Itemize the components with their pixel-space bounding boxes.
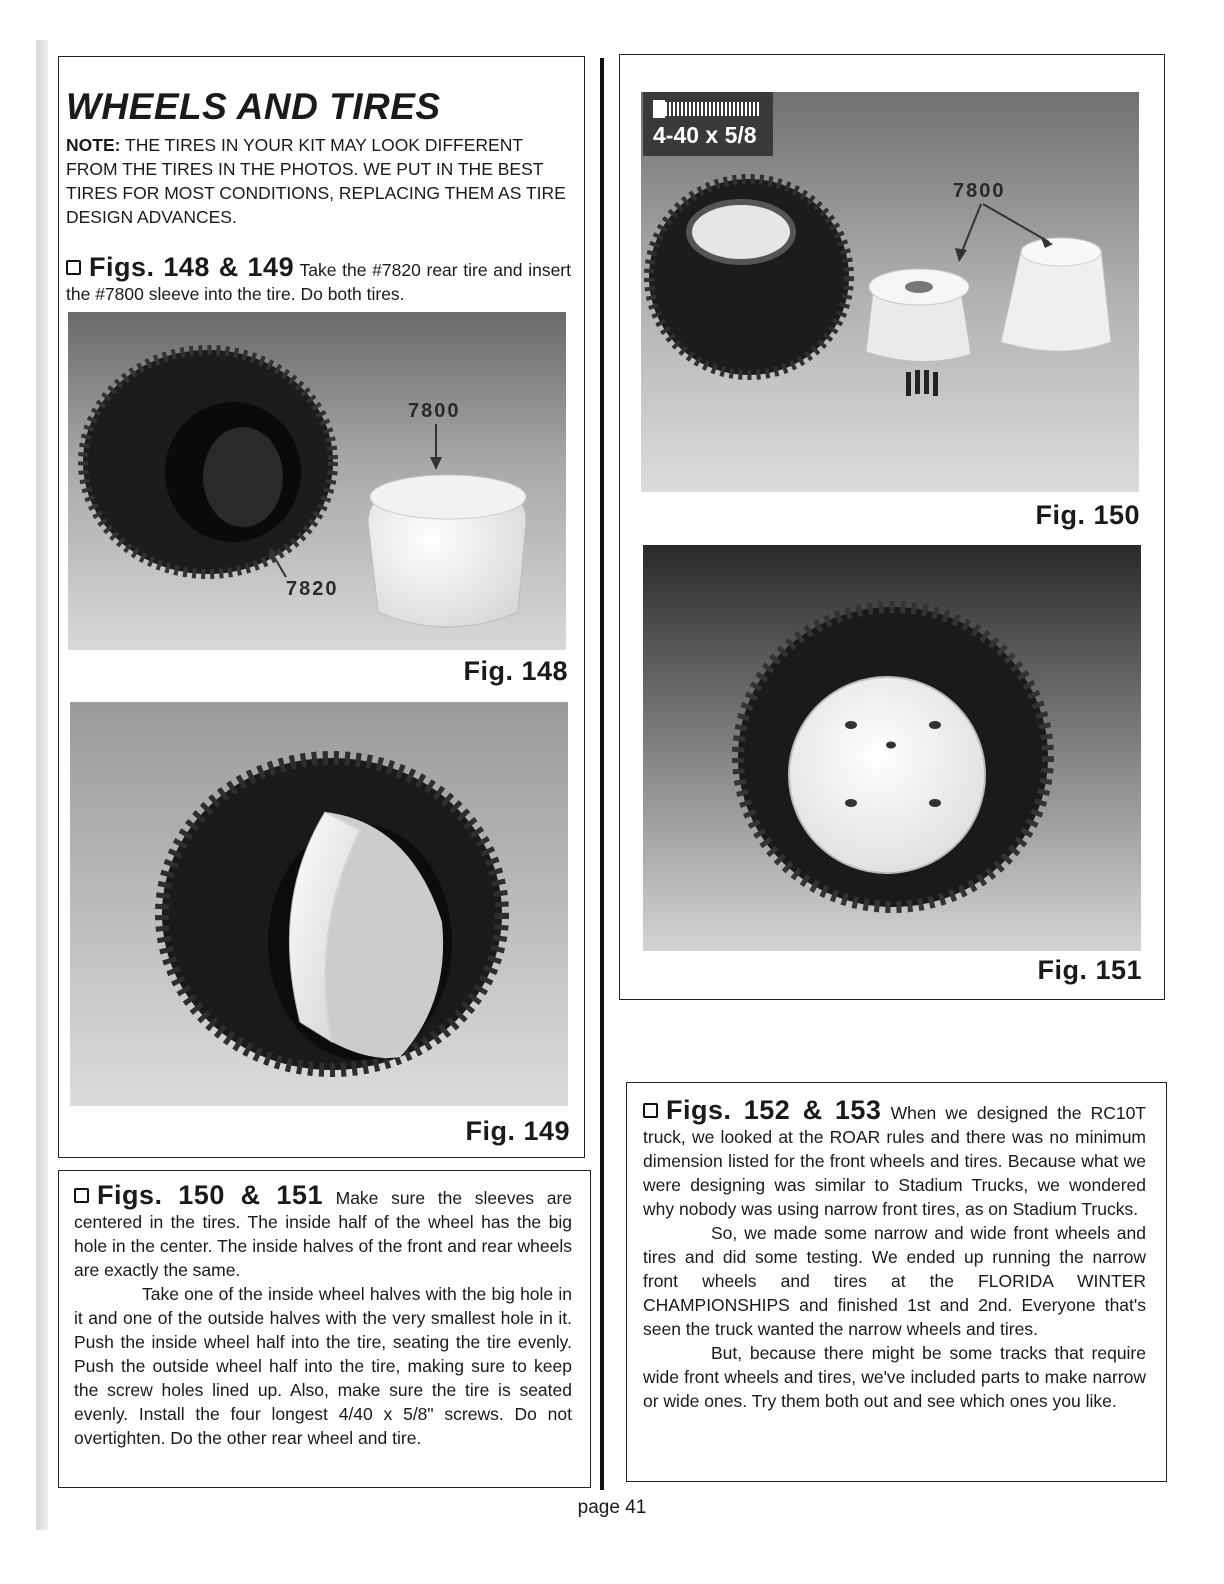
step-150-151 [74, 1180, 572, 1450]
step-148-149-heading: Figs. 148 & 149 [89, 252, 295, 282]
note-body: THE TIRES IN YOUR KIT MAY LOOK DIFFERENT FROM THE TIRES IN THE PHOTOS. WE PUT IN THE BEST TIRES FOR MOST CONDITIONS, REPLACING THEM AS TIRE DESIGN ADVANCES. [66, 135, 566, 227]
screw-size-badge [643, 92, 773, 156]
fig149-caption: Fig. 149 [465, 1116, 570, 1146]
step-152-153 [643, 1095, 1146, 1413]
fig149-photo [70, 702, 568, 1106]
screw-icon [653, 102, 761, 116]
fig150-caption: Fig. 150 [1035, 500, 1140, 530]
step-150-151-text-1: Make sure the sleeves are centered in the tires. The inside half of the wheel has the big hole in the center. The inside halves of the front and rear wheels are exactly the same. [74, 1188, 572, 1280]
checkbox-152-153[interactable] [643, 1103, 658, 1118]
fig151-drawing [643, 545, 1141, 951]
fig149-drawing [70, 702, 568, 1106]
screw-head-icon [653, 100, 665, 118]
note-label: NOTE: [66, 135, 121, 155]
column-divider [600, 58, 604, 1490]
step-152-153-text-1: When we designed the RC10T truck, we looked at the ROAR rules and there was no minimum dimension listed for the front wheels and tires. Because what we were designing was similar to Stadium Trucks, we wondered why nobody was using narrow front tires, as on Stadium Trucks. [643, 1103, 1146, 1219]
page-number: page 41 [577, 1497, 647, 1518]
step-148-149 [66, 252, 571, 306]
step-152-153-text-2: So, we made some narrow and wide front wheels and tires and did some testing. We ended up running the narrow front wheels and tires at the FLORIDA WINTER CHAMPIONSHIPS and finished 1st and 2nd. Everyone that's seen the truck wanted the narrow wheels and tires. [643, 1223, 1146, 1339]
scan-shadow [36, 40, 48, 1530]
checkbox-150-151[interactable] [74, 1188, 89, 1203]
screw-size-label: 4-40 x 5/8 [653, 122, 757, 148]
fig151-photo [643, 545, 1141, 951]
section-title: WHEELS AND TIRES [66, 86, 441, 127]
step-148-149-text: Take the #7820 rear tire and insert the #7800 sleeve into the tire. Do both tires. [66, 260, 571, 304]
fig148-caption: Fig. 148 [463, 656, 568, 686]
note-text [66, 133, 571, 229]
checkbox-148-149[interactable] [66, 260, 81, 275]
fig148-label-7800: 7800 [408, 400, 461, 422]
step-150-151-text-2: Take one of the inside wheel halves with the big hole in it and one of the outside halves with the very smallest hole in it. Push the inside wheel half into the tire, seating the tire evenly. Push the outside wheel half into the tire, making sure to keep the screw holes lined up. Also, make sure the tire is seated evenly. Install the four longest 4/40 x 5/8" screws. Do not overtighten. Do the other rear wheel and tire. [74, 1284, 572, 1448]
fig150-label-7800: 7800 [953, 180, 1006, 202]
step-152-153-text-3: But, because there might be some tracks that require wide front wheels and tires, we've included parts to make narrow or wide ones. Try them both out and see which ones you like. [643, 1343, 1146, 1411]
fig151-caption: Fig. 151 [1037, 955, 1142, 985]
scan-margin [0, 0, 36, 1584]
fig148-photo [68, 312, 566, 650]
fig148-label-7820: 7820 [286, 578, 339, 600]
step-150-151-heading: Figs. 150 & 151 [97, 1180, 323, 1210]
step-152-153-heading: Figs. 152 & 153 [666, 1095, 882, 1125]
